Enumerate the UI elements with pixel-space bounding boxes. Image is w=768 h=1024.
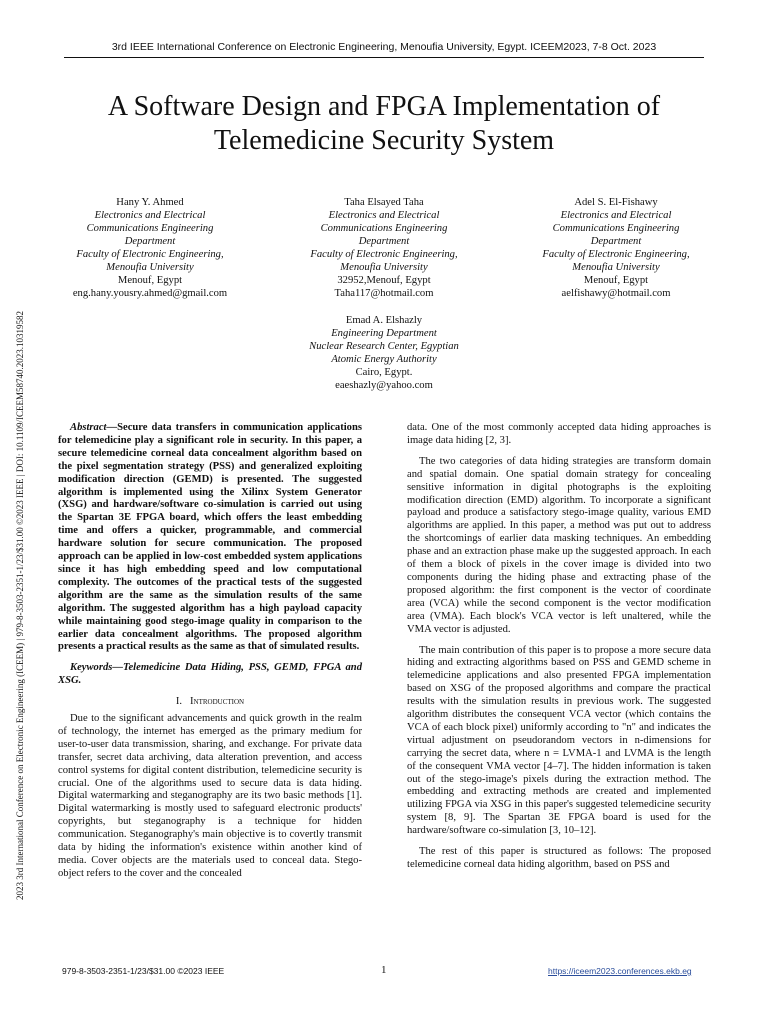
left-column bbox=[58, 422, 362, 881]
author-name: Hany Y. Ahmed bbox=[116, 197, 184, 208]
page-number: 1 bbox=[381, 964, 387, 976]
paragraph: data. One of the most commonly accepted data hiding approaches is image data hiding [2, 3]. bbox=[407, 422, 711, 446]
author-dept: Department bbox=[124, 236, 176, 247]
author-email: Taha117@hotmail.com bbox=[334, 288, 434, 299]
author-dept: Engineering Department bbox=[331, 328, 437, 339]
author-dept: Communications Engineering bbox=[86, 223, 214, 234]
author-name: Taha Elsayed Taha bbox=[344, 197, 424, 208]
keywords bbox=[58, 662, 362, 688]
author-name: Emad A. Elshazly bbox=[345, 315, 423, 326]
author-faculty: Nuclear Research Center, Egyptian bbox=[309, 341, 459, 352]
abstract-label: Abstract— bbox=[70, 422, 118, 433]
section-heading bbox=[58, 696, 362, 709]
author-dept: Department bbox=[590, 236, 642, 247]
keywords-text: Keywords—Telemedicine Data Hiding, PSS, GEMD, FPGA and XSG. bbox=[58, 662, 362, 687]
section-title: Introduction bbox=[190, 696, 245, 708]
intro-paragraph: Due to the significant advancements and quick growth in the realm of technology, the internet has emerged as the primary medium for user-to-user data transmission, sharing, and exchange. For private data transfer, secret data archiving, data alteration prevention, and access control systems for digital content distribution, telemedicine security is crucial. One of the algorithms used to secure data is data hiding. Digital watermarking and steganography are its two basic methods [1]. Digital watermarking is mostly used to safeguard electronic products' copyrights, but steganography is a technique for hidden communication. Steganography's main objective is to covertly transmit data by hiding the information's existence within another kind of media. Cover objects are the materials used to conceal data. Stego-object refers to the cover and the concealed bbox=[58, 713, 362, 879]
author-dept: Communications Engineering bbox=[552, 223, 680, 234]
doi-sidebar bbox=[15, 190, 29, 900]
author-block bbox=[284, 314, 484, 392]
author-dept: Electronics and Electrical bbox=[328, 210, 440, 221]
paper-title: A Software Design and FPGA Implementation of Telemedicine Security System bbox=[107, 91, 661, 156]
author-faculty: Atomic Energy Authority bbox=[331, 354, 437, 365]
author-email: eaeshazly@yahoo.com bbox=[335, 380, 433, 391]
abstract bbox=[58, 422, 362, 654]
author-faculty: Faculty of Electronic Engineering, bbox=[310, 249, 458, 260]
paragraph: The main contribution of this paper is to propose a more secure data hiding and extracting algorithms based on PSS and GEMD scheme in telemedicine applications and also presented FPGA implementation based on XSG of the proposed algorithms and compare the practical results with the simulation results in previous work. The suggested algorithm distributes the consequent VCA vector (which contains the VCA of each block pixel) uniformly according to "n" and indicates the virtual adjustment on pseudorandom vectors in n-dimensions for carrying the secret data, where n = LVMA-1 and LVMA is the length of the consequent VMA vector [4–7]. The hidden information is taken out of the stego-image's pixels during the extraction method. The embedding and extracting methods are created and implemented utilizing FPGA via XSG in this paper's suggested telemedicine security system [8, 9]. The Spartan 3E FPGA board is used for the hardware/software co-simulation [3, 10–12]. bbox=[407, 644, 711, 837]
author-dept: Department bbox=[358, 236, 410, 247]
author-block bbox=[50, 196, 250, 300]
author-email: aelfishawy@hotmail.com bbox=[561, 288, 671, 299]
author-dept: Communications Engineering bbox=[320, 223, 448, 234]
header-rule bbox=[64, 57, 704, 58]
author-dept: Electronics and Electrical bbox=[94, 210, 206, 221]
author-faculty: Menoufia University bbox=[340, 262, 428, 273]
author-faculty: Menoufia University bbox=[106, 262, 194, 273]
footer-link[interactable]: https://iceem2023.conferences.ekb.eg bbox=[548, 966, 692, 976]
author-dept: Electronics and Electrical bbox=[560, 210, 672, 221]
author-faculty: Faculty of Electronic Engineering, bbox=[542, 249, 690, 260]
paragraph: The rest of this paper is structured as follows: The proposed telemedicine corneal data hiding algorithm, based on PSS and bbox=[407, 846, 711, 870]
footer-copyright: 979-8-3503-2351-1/23/$31.00 ©2023 IEEE bbox=[62, 966, 225, 976]
author-email: eng.hany.yousry.ahmed@gmail.com bbox=[72, 288, 228, 299]
section-number: I. bbox=[175, 696, 183, 708]
right-column bbox=[407, 422, 711, 872]
author-faculty: Menoufia University bbox=[572, 262, 660, 273]
paragraph: The two categories of data hiding strategies are transform domain and spatial domain. One spatial domain strategy for concealing sensitive information in digital photographs is the exploiting modification direction (EMD) algorithm. To incorporate a significant payload and produce a satisfactory stego-image quality, various EMD algorithms are applied. In this paper, a method was put out to address the shortcomings of earlier data masking techniques. An embedding phase and an extraction phase make up the suggested approach. In each of them a block of pixels in the cover image is divided into two components during the hiding phase and extracting phase of the proposed algorithm: the first component is the vector of coordinate area (VCA) while the second component is the vector modification area (VMA). Each block's VCA vector is left unaltered, while the VMA vector is adjusted. bbox=[407, 455, 711, 635]
author-block bbox=[284, 196, 484, 300]
author-location: 32952,Menouf, Egypt bbox=[337, 275, 431, 286]
author-faculty: Faculty of Electronic Engineering, bbox=[76, 249, 224, 260]
author-location: Menouf, Egypt bbox=[583, 275, 649, 286]
author-location: Menouf, Egypt bbox=[117, 275, 183, 286]
conference-header: 3rd IEEE International Conference on Electronic Engineering, Menoufia University, Egypt. ICEEM2023, 7-8 Oct. 2023 bbox=[111, 41, 657, 53]
author-name: Adel S. El-Fishawy bbox=[574, 197, 658, 208]
author-block bbox=[516, 196, 716, 300]
doi-sidebar-text: 2023 3rd International Conference on Electronic Engineering (ICEEM) | 979-8-3503-2351-1/23/$31.00 ©2023 IEEE | DOI: 10.1109/ICEEM58740.2023.10319582 bbox=[15, 311, 25, 900]
abstract-text: Secure data transfers in communication applications for telemedicine play a significant role in security. In this paper, a secure telemedicine corneal data concealment algorithm based on the pixel segmentation strategy (PSS) and generalized exploiting modification direction (GEMD) is presented. The suggested algorithm is implemented using the Xilinx System Generator (XSG) and hardware/software co-simulation is carried out using the Spartan 3E FPGA board, which offers the least embedding time and offers a quicker, programmable, and commercial hardware solution for secure communication. The proposed approach can be applied in low-cost embedded system applications since it has high embedding speed and low computational complexity. The outcomes of the practical tests of the suggested algorithm are the same as the simulation results of the same algorithm. The suggested algorithm has a high payload capacity while maintaining good stego-image quality in comparison to the earlier data concealment algorithms. The proposed algorithm presents a practical results as the same as that of simulated results. bbox=[58, 422, 362, 653]
author-location: Cairo, Egypt. bbox=[355, 367, 413, 378]
